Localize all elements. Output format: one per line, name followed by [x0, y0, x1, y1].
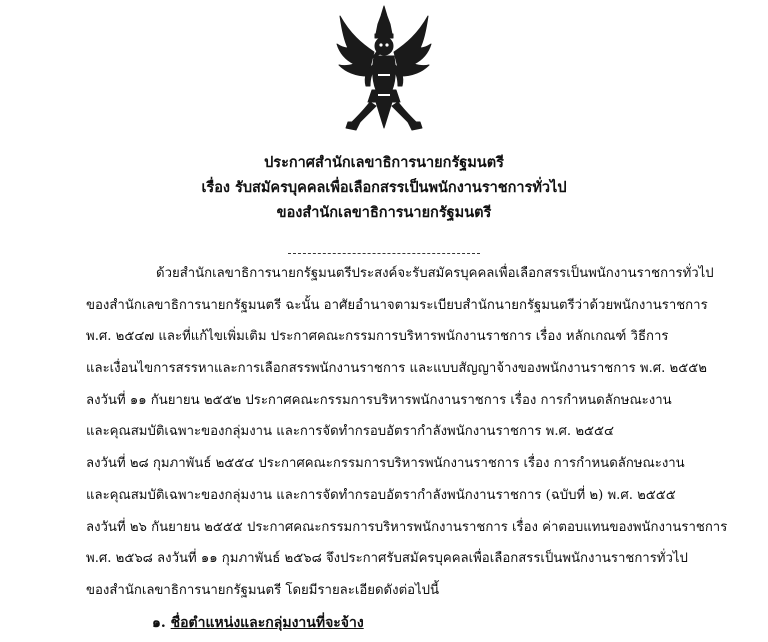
section-heading-1	[152, 612, 364, 634]
body-line: ของสำนักเลขาธิการนายกรัฐมนตรี โดยมีรายละเอียดดังต่อไปนี้	[86, 582, 440, 598]
section-number: ๑.	[152, 615, 166, 631]
body-line: ของสำนักเลขาธิการนายกรัฐมนตรี ฉะนั้น อาศัยอำนาจตามระเบียบสำนักนายกรัฐมนตรีว่าด้วยพนักงานราชการ	[86, 297, 708, 313]
body-line: และคุณสมบัติเฉพาะของกลุ่มงาน และการจัดทำกรอบอัตรากำลังพนักงานราชการ พ.ศ. ๒๕๕๔	[86, 424, 614, 440]
title-line-3: ของสำนักเลขาธิการนายกรัฐมนตรี	[276, 204, 492, 221]
body-line: พ.ศ. ๒๕๖๘ ลงวันที่ ๑๑ กุมภาพันธ์ ๒๕๖๘ จึงประกาศรับสมัครบุคคลเพื่อเลือกสรรเป็นพนักงานราชการทั่วไป	[86, 551, 688, 567]
title-line-2: เรื่อง รับสมัครบุคคลเพื่อเลือกสรรเป็นพนักงานราชการทั่วไป	[201, 179, 567, 196]
body-line: และคุณสมบัติเฉพาะของกลุ่มงาน และการจัดทำกรอบอัตรากำลังพนักงานราชการ (ฉบับที่ ๒) พ.ศ. ๒๕๕๕	[86, 487, 676, 503]
body-line: ด้วยสำนักเลขาธิการนายกรัฐมนตรีประสงค์จะรับสมัครบุคคลเพื่อเลือกสรรเป็นพนักงานราชการทั่วไป	[156, 266, 714, 281]
announcement-title	[0, 150, 768, 225]
title-line-1: ประกาศสำนักเลขาธิการนายกรัฐมนตรี	[264, 154, 504, 171]
section-title: ชื่อตำแหน่งและกลุ่มงานที่จะจ้าง	[170, 615, 364, 631]
title-divider	[288, 253, 480, 254]
body-line: ลงวันที่ ๒๘ กุมภาพันธ์ ๒๕๕๔ ประกาศคณะกรรมการบริหารพนักงานราชการ เรื่อง การกำหนดลักษณะงาน	[86, 456, 685, 472]
body-line: และเงื่อนไขการสรรหาและการเลือกสรรพนักงานราชการ และแบบสัญญาจ้างของพนักงานราชการ พ.ศ. ๒๕๕๒	[86, 361, 707, 377]
body-line: พ.ศ. ๒๕๔๗ และที่แก้ไขเพิ่มเติม ประกาศคณะกรรมการบริหารพนักงานราชการ เรื่อง หลักเกณฑ์ วิธีการ	[86, 329, 669, 345]
garuda-emblem-icon	[334, 4, 434, 142]
body-line: ลงวันที่ ๑๑ กันยายน ๒๕๕๒ ประกาศคณะกรรมการบริหารพนักงานราชการ เรื่อง การกำหนดลักษณะงาน	[86, 392, 672, 408]
body-line: ลงวันที่ ๒๖ กันยายน ๒๕๕๕ ประกาศคณะกรรมการบริหารพนักงานราชการ เรื่อง ค่าตอบแทนของพนักงานราชการ	[86, 519, 728, 535]
announcement-body	[86, 258, 746, 607]
